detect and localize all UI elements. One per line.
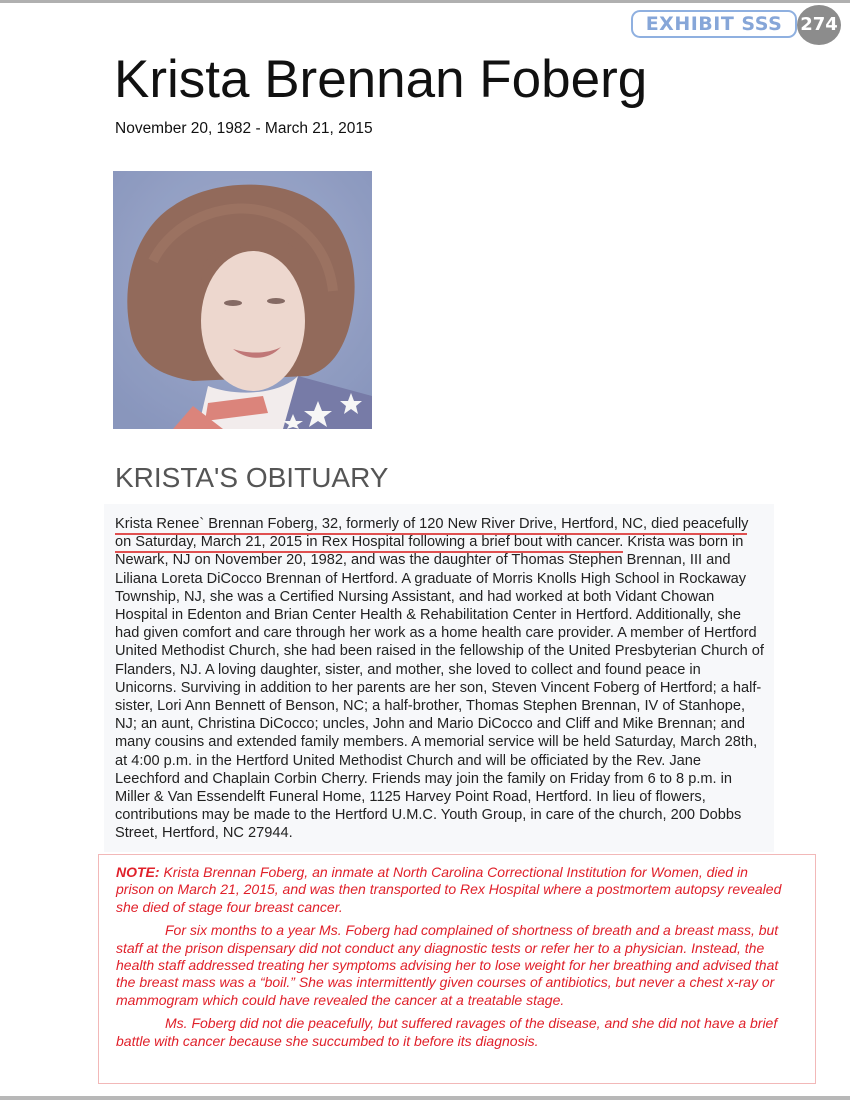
note-line [116, 864, 806, 881]
obituary-text-segment: Krista was born in [623, 534, 744, 551]
note-line: she died of stage four breast cancer. [116, 898, 343, 915]
obituary-line: Township, NJ, she was a Certified Nursing Assistant, and had worked at both Vidant Chowan [115, 588, 715, 605]
page-number: 274 [800, 14, 838, 35]
obituary-line: many cousins and extended family members. A memorial service will be held Saturday, March 28th, [115, 734, 758, 751]
page-top-border [0, 0, 850, 3]
note-line: staff at the prison dispensary did not conduct any diagnostic tests or refer her to a physician. Instead, the [116, 939, 765, 956]
obituary-line: Liliana Loreta DiCocco Brennan of Hertford. A graduate of Morris Knolls High School in Rockaway [115, 570, 747, 587]
note-paragraph [116, 864, 806, 916]
portrait-image [113, 171, 372, 429]
exhibit-label: EXHIBIT SSS [645, 13, 783, 35]
underlined-text: Krista Renee` Brennan Foberg, 32, formerly of 120 New River Drive, Hertford, NC, died peacefully [115, 516, 749, 532]
exhibit-stamp [631, 10, 797, 38]
page-bottom-border [0, 1096, 850, 1100]
obituary-text [115, 515, 775, 843]
obituary-line: Miller & Van Essendelft Funeral Home, 1125 Harvey Point Road, Hertford. In lieu of flowers, [115, 789, 706, 806]
obituary-box [104, 504, 774, 852]
obituary-line: Unicorns. Surviving in addition to her parents are her son, Steven Vincent Foberg of Hertford; a half- [115, 679, 762, 696]
obituary-line: Newark, NJ on November 20, 1982, and was the daughter of Thomas Stephen Brennan, III and [115, 552, 731, 569]
obituary-line: United Methodist Church, she had been raised in the fellowship of the United Presbyterian Church of [115, 643, 764, 660]
obituary-line: Leechford and Chaplain Corbin Cherry. Friends may join the family on Friday from 6 to 8 p.m. in [115, 770, 732, 787]
note-line: mammogram which could have revealed the cancer at a treatable stage. [116, 991, 565, 1008]
note-paragraph [116, 922, 806, 1009]
page-title: Krista Brennan Foberg [114, 50, 648, 109]
note-line: health staff addressed treating her symptoms advising her to lose weight for her breathing and advised that [116, 957, 779, 974]
note-box [98, 854, 816, 1084]
note-text [116, 864, 806, 1056]
note-line: Ms. Foberg did not die peacefully, but suffered ravages of the disease, and she did not have a brief [165, 1015, 778, 1032]
obituary-line [115, 533, 775, 551]
obituary-line: sister, Lori Ann Bennett of Benson, NC; a half-brother, Thomas Stephen Brennan, IV of Stanhope, [115, 698, 746, 715]
obituary-line: had given comfort and care through her work as a home health care provider. A member of Hertford [115, 625, 757, 642]
note-line: the breast mass was a “boil.” She was intermittently given courses of antibiotics, but never a chest x-ray or [116, 974, 775, 991]
note-paragraph [116, 1015, 806, 1050]
note-line: For six months to a year Ms. Foberg had complained of shortness of breath and a breast mass, but [165, 922, 779, 939]
page-number-badge [797, 5, 841, 45]
underlined-text: on Saturday, March 21, 2015 in Rex Hospital following a brief bout with cancer. [115, 534, 624, 551]
portrait-photo [113, 171, 372, 429]
obituary-line: at 4:00 p.m. in the Hertford United Methodist Church and will be officiated by the Rev. Jane [115, 752, 701, 769]
life-dates: November 20, 1982 - March 21, 2015 [115, 120, 373, 137]
obituary-line: Flanders, NJ. A loving daughter, sister, and mother, she loved to collect and found peace in [115, 661, 701, 678]
note-line: battle with cancer because she succumbed to it before its diagnosis. [116, 1032, 539, 1049]
obituary-line: contributions may be made to the Hertford U.M.C. Youth Group, in care of the church, 200 Dobbs [115, 807, 742, 824]
obituary-line: Street, Hertford, NC 27944. [115, 825, 293, 842]
section-heading: KRISTA'S OBITUARY [115, 462, 389, 493]
note-label: NOTE: [116, 864, 160, 880]
obituary-line: Hospital in Edenton and Brian Center Health & Rehabilitation Center in Hertford. Additionally, she [115, 607, 741, 624]
obituary-line [115, 515, 775, 533]
note-line: prison on March 21, 2015, and was then transported to Rex Hospital where a postmortem autopsy revealed [116, 881, 782, 898]
note-line-text: Krista Brennan Foberg, an inmate at North Carolina Correctional Institution for Women, died in [159, 864, 748, 880]
obituary-line: NJ; an aunt, Christina DiCocco; uncles, John and Mario DiCocco and Cliff and Mike Brennan; and [115, 716, 746, 733]
